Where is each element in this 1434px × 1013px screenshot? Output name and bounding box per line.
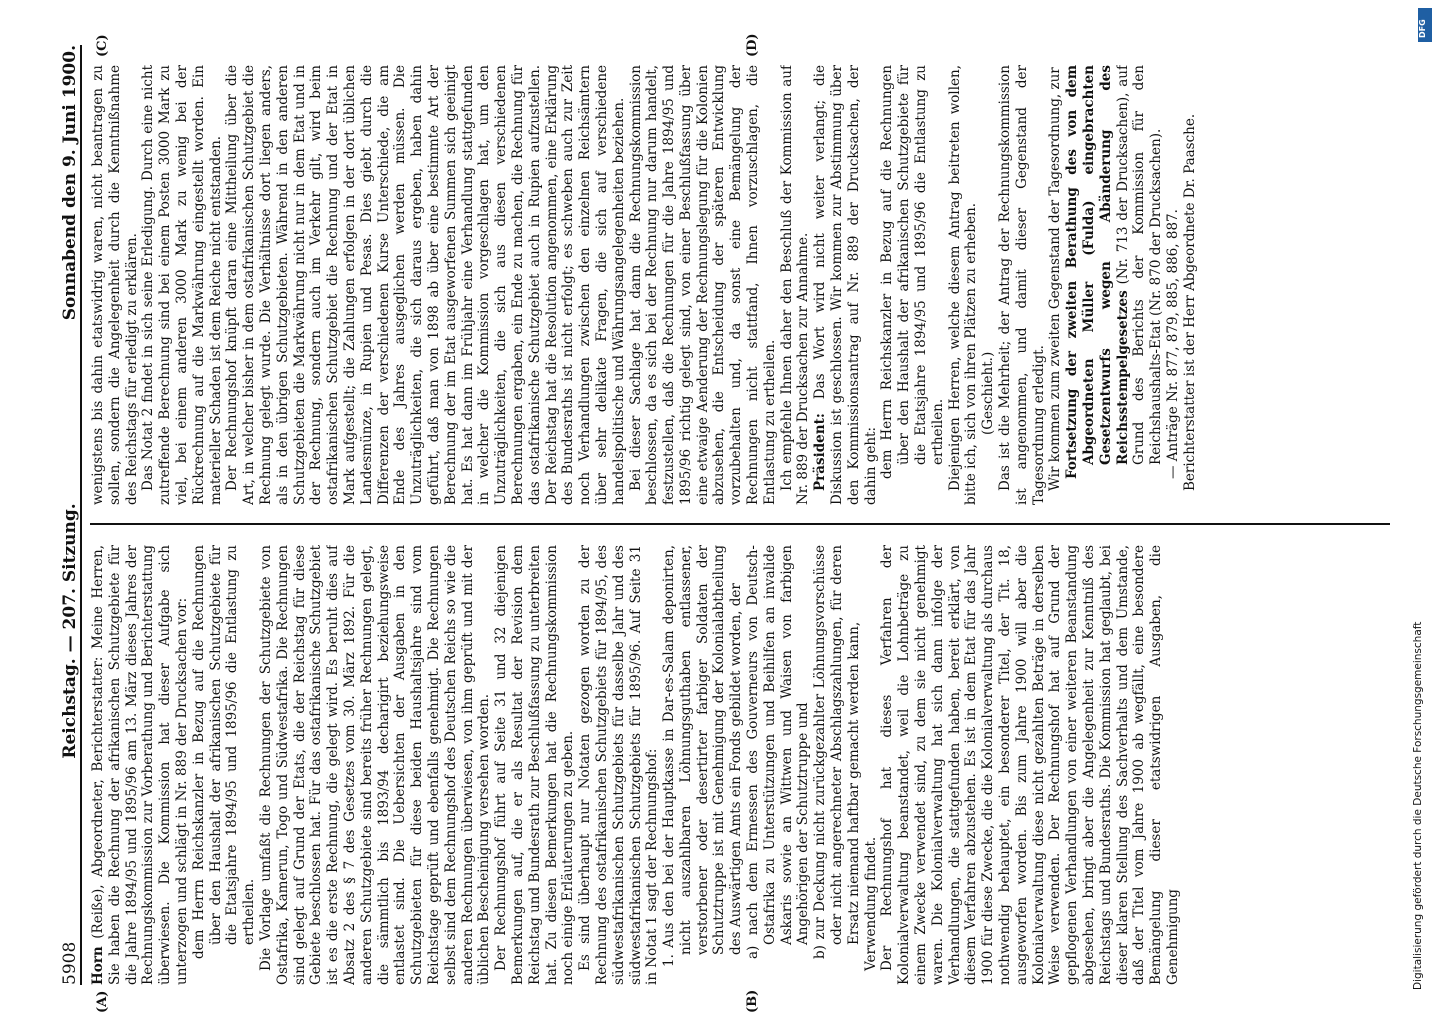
paragraph: dem Herrn Reichskanzler in Bezug auf die Rechnungen über den Haushalt der afrikanischen Schutzgebiete für die Etatsjahre 1894/95 und 1895/96 die Entlastung zu ertheilen. <box>879 65 946 479</box>
paragraph: Präsident: Das Wort wird nicht weiter verlangt; die Diskussion ist geschlossen. Wir kommen zur Abstimmung über den Kommissionsantrag auf Nr. 889 der Drucksachen, der dahin geht: <box>812 65 879 505</box>
paragraph: Berichterstatter ist der Herr Abgeordnete Dr. Paasche. <box>1181 113 1198 491</box>
marker-a: (A) <box>95 990 110 1013</box>
column-divider <box>90 523 1390 525</box>
paragraph: Bei dieser Sachlage hat dann die Rechnungskommission beschlossen, da es sich bei der Rechnung nur darum handelt, festzustellen, daß die Rechnungen für die Jahre 1894/95 und 1895/96 richtig gelegt sind, von einer Beschlußfassung über eine etwaige Aenderung der Rechnungslegung für die Kolonien abzusehen, die Entscheidung der späteren Entwicklung vorzubehalten und, da sonst eine Bemängelung der Rechnungen nicht stattfand, Ihnen vorzuschlagen, die Entlastung zu ertheilen. <box>627 65 778 505</box>
paragraph: Verwendung findet. <box>862 836 879 971</box>
paragraph: Ich empfehle Ihnen daher den Beschluß der Kommission auf Nr. 889 der Drucksachen zur Annahme. <box>778 65 812 505</box>
paragraph: Horn (Reiße), Abgeordneter, Berichterstatter: Meine Herren, Sie haben die Rechnung der afrikanischen Schutzgebiete für die Jahre 1894/95 und 1895/96 am 13. März dieses Jahres der Rechnungskommission zur Vorberathung und Berichterstattung überwiesen. Die Kommission hat dieser Aufgabe sich unterzogen und schlägt in Nr. 889 der Drucksachen vor: <box>90 545 190 985</box>
session-date: Sonnabend den 9. Juni 1900. <box>60 45 80 321</box>
paragraph: Es sind überhaupt nur Notaten gezogen worden zu der Rechnung des ostafrikanischen Schutzgebiets für 1894/95, des südwestafrikanischen Schutzgebiets für dasselbe Jahr und des südwestafrikanischen Schutzgebiets für 1895/96. Auf Seite 31 in Notat 1 sagt der Rechnungshof: <box>577 545 661 985</box>
rotated-page-content <box>40 33 1410 1013</box>
right-column <box>90 65 1199 505</box>
left-column <box>90 545 1182 985</box>
page-header <box>40 45 82 985</box>
dfg-logo <box>1418 8 1432 42</box>
paragraph: Die Vorlage umfaßt die Rechnungen der Schutzgebiete von Ostafrika, Kamerun, Togo und Südwestafrika. Die Rechnungen sind gelegt auf Grund der Etats, die der Reichstag für diese Gebiete beschlossen hat. Für das ostafrikanische Schutzgebiet ist es die erste Rechnung, die gelegt wird. Es beruht dies auf Absatz 2 des § 7 des Gesetzes vom 30. März 1892. Für die anderen Schutzgebiete sind bereits früher Rechnungen gelegt, die sämmtlich bis 1893/94 decharigirt beziehungsweise entlastet sind. Die Uebersichten der Ausgaben in den Schutzgebieten für diese beiden Haushaltsjahre sind vom Reichstage geprüft und ebenfalls genehmigt. Die Rechnungen selbst sind dem Rechnungshof des Deutschen Reichs so wie die anderen Rechnungen überwiesen, von ihm geprüft und mit der üblichen Bescheinigung versehen worden. <box>257 545 493 985</box>
marker-c: (C) <box>95 34 110 57</box>
paragraph: Fortsetzung der zweiten Berathung des von dem Abgeordneten Müller (Fulda) eingebrachten Gesetzentwurfs wegen Abänderung des Reichsstempelgesetzes (Nr. 713 der Drucksachen), auf Grund des Berichts der Kommission für den Reichshaushalts-Etat (Nr. 870 der Drucksachen). <box>1064 65 1165 479</box>
paragraph: Diejenigen Herren, welche diesem Antrag beitreten wollen, bitte ich, sich von ihren Plätzen zu erheben. <box>946 65 980 505</box>
funding-note-text: Digitalisierung gefördert durch die Deutsche Forschungsgemeinschaft <box>1412 621 1424 990</box>
paragraph: Das ist die Mehrheit; der Antrag der Rechnungskommission ist angenommen, und damit dieser Gegenstand der Tagesordnung erledigt. <box>997 65 1047 505</box>
paragraph: dem Herrn Reichskanzler in Bezug auf die Rechnungen über den Haushalt der afrikanischen Schutzgebiete für die Etatsjahre 1894/95 und 1895/96 die Entlastung zu ertheilen. <box>190 545 258 959</box>
paragraph: Der Rechnungshof hat dieses Verfahren der Kolonialverwaltung beanstandet, weil die Lohnbeträge zu einem Zwecke verwendet sind, zu dem sie nicht genehmigt waren. Die Kolonialverwaltung hat sich dann infolge der Verhandlungen, die stattgefunden haben, bereit erklärt, von diesem Verfahren abzustehen. Es ist in dem Etat für das Jahr 1900 für diese Zwecke, die die Kolonialverwaltung als durchaus nothwendig behauptet, ein besonderer Titel, der Tit. 18, ausgeworfen worden. Bis zum Jahre 1900 will aber die Kolonialverwaltung diese nicht gezahlten Beträge in derselben Weise verwenden. Der Rechnungshof hat auf Grund der gepflogenen Verhandlungen von einer weiteren Beanstandung abgesehen, bringt aber die Angelegenheit zur Kenntniß des Reichstags und Bundesraths. Die Kommission hat geglaubt, bei dieser klaren Stellung des Sachverhalts und dem Umstande, daß der Titel vom Jahre 1900 ab wegfällt, eine besondere Bemängelung dieser etatswidrigen Ausgaben, die Genehmigung <box>879 545 1181 985</box>
paragraph: (Geschieht.) <box>980 351 997 435</box>
page-number: 5908 <box>60 941 80 985</box>
paragraph: wenigstens bis dahin etatswidrig waren, nicht beantragen zu sollen, sondern die Angelegenheit durch die Kenntnißnahme des Reichstags für erledigt zu erklären. <box>90 65 140 505</box>
paragraph: 1. Aus den bei der Hauptkasse in Dar-es-Salam deponirten, nicht auszahlbaren Löhnungsguthaben entlassener, verstorbener oder desertirter farbiger Soldaten der Schutztruppe ist mit Genehmigung der Kolonialabtheilung des Auswärtigen Amts ein Fonds gebildet worden, der <box>661 545 745 967</box>
marker-b: (B) <box>745 989 760 1013</box>
marker-d: (D) <box>745 33 760 57</box>
paragraph: a) nach dem Ermessen des Gouverneurs von Deutsch-Ostafrika zu Unterstützungen und Beihilfen an invalide Askaris sowie an Wittwen und Waisen von farbigen Angehörigen der Schutztruppe und <box>745 545 812 959</box>
paragraph: Der Rechnungshof führt auf Seite 31 und 32 diejenigen Bemerkungen auf, die er als Resultat der Revision dem Reichstag und Bundesrath zur Beschlußfassung zu unterbreiten hat. Zu diesen Bemerkungen hat die Rechnungskommission noch einige Erläuterungen zu geben. <box>493 545 577 985</box>
dfg-logo-text: DFG <box>1418 19 1427 38</box>
paragraph: b) zur Deckung nicht zurückgezahlter Löhnungsvorschüsse oder nicht angerechneter Abschlagszahlungen, für deren Ersatz niemand haftbar gemacht werden kann, <box>812 545 862 959</box>
funding-note <box>1412 10 1432 990</box>
paragraph: Der Rechnungshof knüpft daran eine Mittheilung über die Art, in welcher bisher in dem ostafrikanischen Schutzgebiet die Rechnung gelegt wurde. Die Verhältnisse dort liegen anders, als in den übrigen Schutzgebieten. Während in den anderen Schutzgebieten die Markwährung nicht nur in dem Etat und in der Rechnung, sondern auch im Verkehr gilt, wird beim ostafrikanischen Schutzgebiet die Rechnung und der Etat in Mark aufgestellt; die Zahlungen erfolgen in der dort üblichen Landesmünze, in Rupien und Pesas. Dies giebt durch die Differenzen der verschiedenen Kurse Unterschiede, die am Ende des Jahres ausgeglichen werden müssen. Die Unzuträglichkeiten, die sich daraus ergeben, haben dahin geführt, daß man von 1898 ab über eine bestimmte Art der Berechnung der im Etat ausgeworfenen Summen sich geeinigt hat. Es hat dann im Frühjahr eine Verhandlung stattgefunden in welcher die Kommission vorgeschlagen hat, um den Unzuträglichkeiten, die sich aus diesen verschiedenen Berechnungen ergaben, ein Ende zu machen, die Rechnung für das ostafrikanische Schutzgebiet auch in Rupien aufzustellen. Der Reichstag hat die Resolution angenommen, eine Erklärung des Bundesraths ist nicht erfolgt; es schweben auch zur Zeit noch Verhandlungen zwischen den einzelnen Reichsämtern über sehr delikate Fragen, die sich auf verschiedene handelspolitische und Währungsangelegenheiten beziehen. <box>224 65 627 505</box>
session-title: Reichstag. — 207. Sitzung. <box>60 503 80 759</box>
paragraph: — Anträge Nr. 877, 879, 885, 886, 887. <box>1165 209 1181 479</box>
paragraph: Das Notat 2 findet in sich seine Erledigung. Durch eine nicht zutreffende Berechnung sind bei einem Posten 3000 Mark zu viel, bei einem anderen 3000 Mark zu wenig bei der Rückrechnung auf die Markwährung eingestellt worden. Ein materieller Schaden ist dem Reiche nicht entstanden. <box>140 65 224 505</box>
paragraph: Wir kommen zum zweiten Gegenstand der Tagesordnung, zur <box>1047 67 1064 491</box>
